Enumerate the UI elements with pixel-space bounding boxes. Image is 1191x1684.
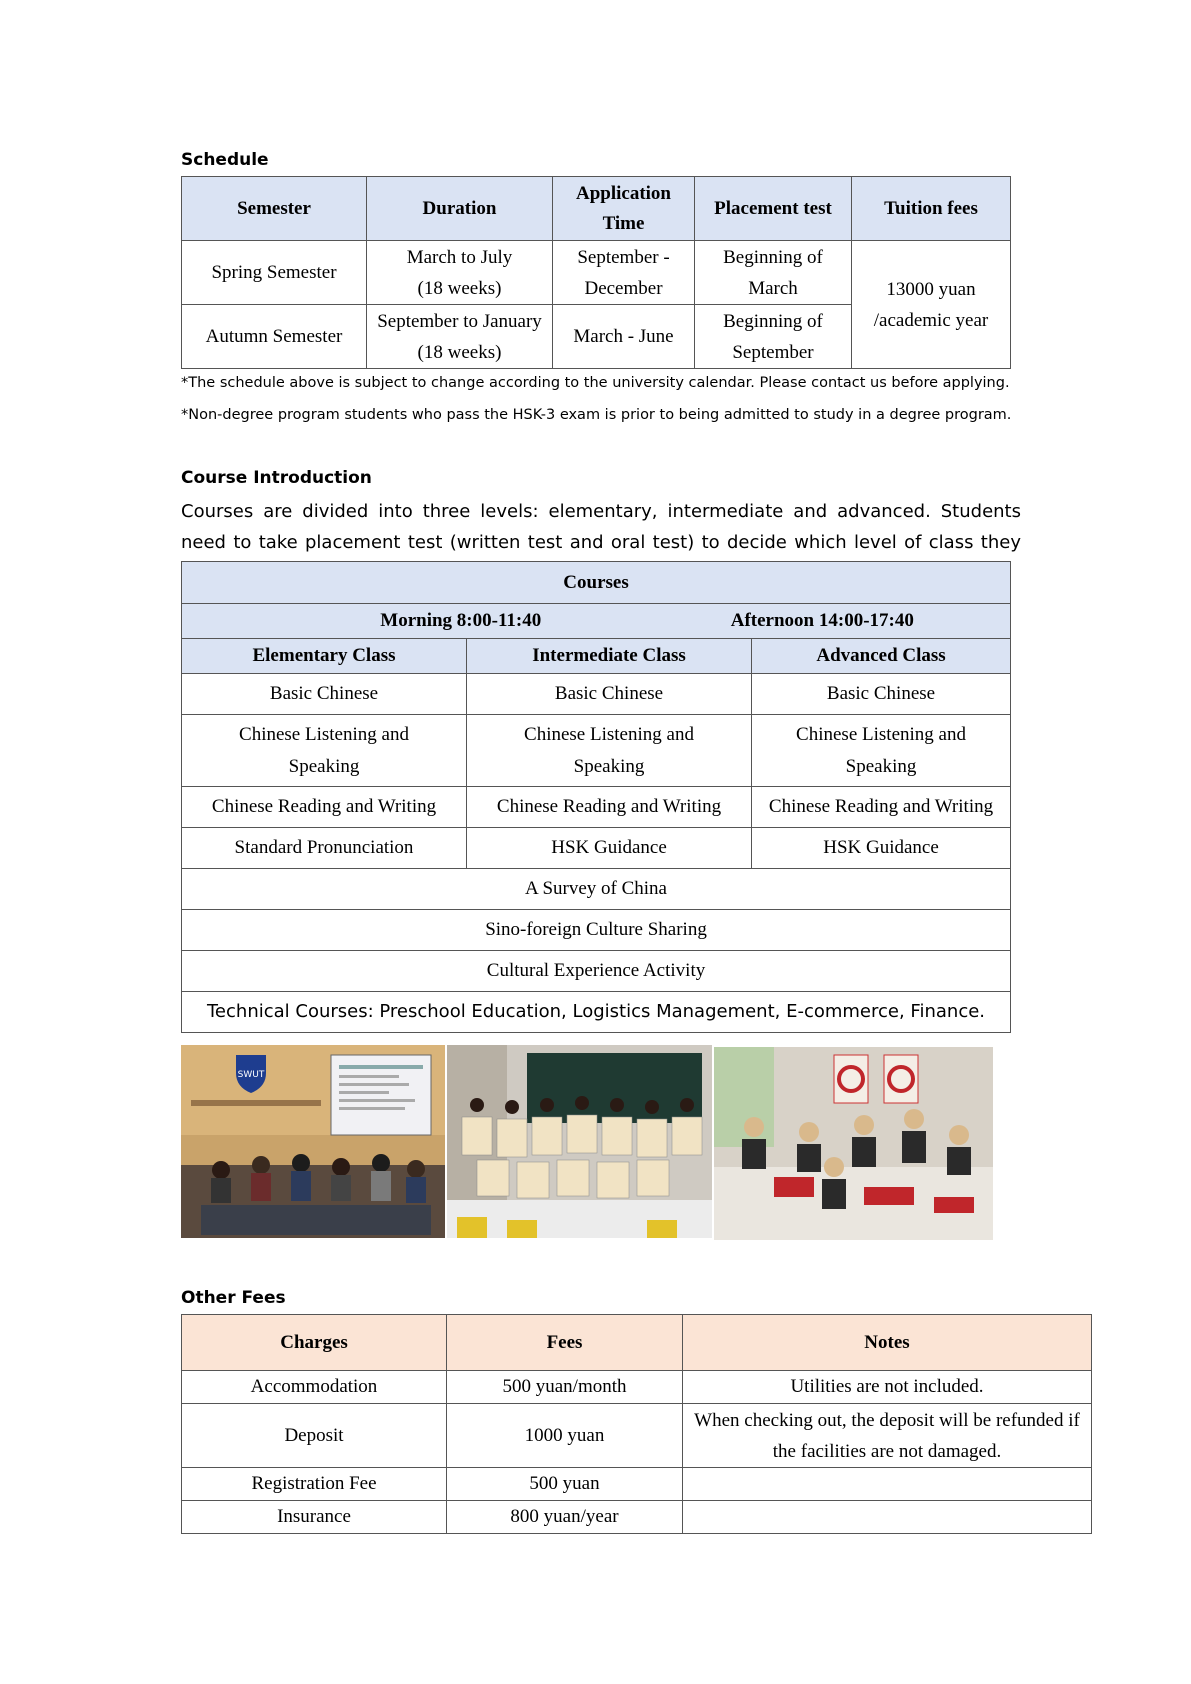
fee-note: Utilities are not included. <box>683 1371 1092 1404</box>
fees-header-charges: Charges <box>182 1315 447 1371</box>
cell-placement: Beginning of September <box>695 305 852 369</box>
photo-papercut <box>714 1047 993 1240</box>
technical-courses: Technical Courses: Preschool Education, Logistics Management, E-commerce, Finance. <box>182 992 1011 1033</box>
cell-application: March - June <box>553 305 695 369</box>
courses-title: Courses <box>182 562 1011 604</box>
fee-amount: 500 yuan <box>447 1468 683 1501</box>
morning-time: Morning 8:00-11:40 <box>380 610 542 631</box>
shared-course: Cultural Experience Activity <box>182 951 1011 992</box>
table-row <box>182 1468 1092 1501</box>
fee-note: When checking out, the deposit will be refunded if the facilities are not damaged. <box>683 1404 1092 1468</box>
course-cell: Basic Chinese <box>752 674 1011 715</box>
fee-charge: Insurance <box>182 1501 447 1534</box>
table-row <box>182 787 1011 828</box>
course-cell: Chinese Reading and Writing <box>182 787 467 828</box>
level-intermediate: Intermediate Class <box>467 639 752 674</box>
afternoon-time: Afternoon 14:00-17:40 <box>730 610 914 631</box>
fee-amount: 1000 yuan <box>447 1404 683 1468</box>
svg-text:SWUT: SWUT <box>237 1070 265 1080</box>
cell-tuition: 13000 yuan /academic year <box>852 241 1011 369</box>
table-row <box>182 1501 1092 1534</box>
fees-header-fees: Fees <box>447 1315 683 1371</box>
schedule-header-semester: Semester <box>182 177 367 241</box>
course-cell: HSK Guidance <box>752 828 1011 869</box>
table-row <box>182 715 1011 787</box>
fees-heading: Other Fees <box>181 1288 286 1308</box>
table-row <box>182 1371 1092 1404</box>
fee-note <box>683 1501 1092 1534</box>
table-row <box>182 828 1011 869</box>
cell-placement: Beginning of March <box>695 241 852 305</box>
table-row <box>182 951 1011 992</box>
fee-charge: Deposit <box>182 1404 447 1468</box>
table-row <box>182 241 1011 305</box>
fee-note <box>683 1468 1092 1501</box>
fee-amount: 800 yuan/year <box>447 1501 683 1534</box>
courses-times <box>182 604 1011 639</box>
courses-table <box>181 561 1011 1033</box>
course-cell: Chinese Listening and Speaking <box>467 715 752 787</box>
course-intro: Courses are divided into three levels: elementary, intermediate and advanced. Students need to take placement test (written test and oral test) to decide which level of class they <box>181 501 1021 553</box>
shared-course: A Survey of China <box>182 869 1011 910</box>
course-cell: HSK Guidance <box>467 828 752 869</box>
table-row <box>182 869 1011 910</box>
table-row <box>182 910 1011 951</box>
photo-calligraphy <box>447 1045 712 1238</box>
schedule-header-application: Application Time <box>553 177 695 241</box>
course-cell: Basic Chinese <box>182 674 467 715</box>
schedule-note-1: *The schedule above is subject to change according to the university calendar. Please contact us before applying. <box>181 375 1010 391</box>
cell-duration: September to January (18 weeks) <box>367 305 553 369</box>
fees-table <box>181 1314 1092 1534</box>
table-row <box>182 674 1011 715</box>
fee-amount: 500 yuan/month <box>447 1371 683 1404</box>
fee-charge: Accommodation <box>182 1371 447 1404</box>
schedule-header-tuition: Tuition fees <box>852 177 1011 241</box>
course-cell: Standard Pronunciation <box>182 828 467 869</box>
course-cell: Chinese Reading and Writing <box>752 787 1011 828</box>
course-cell: Basic Chinese <box>467 674 752 715</box>
cell-semester: Autumn Semester <box>182 305 367 369</box>
course-cell: Chinese Reading and Writing <box>467 787 752 828</box>
cell-application: September - December <box>553 241 695 305</box>
table-row <box>182 1404 1092 1468</box>
course-cell: Chinese Listening and Speaking <box>752 715 1011 787</box>
table-row <box>182 992 1011 1033</box>
cell-duration: March to July (18 weeks) <box>367 241 553 305</box>
level-advanced: Advanced Class <box>752 639 1011 674</box>
schedule-header-duration: Duration <box>367 177 553 241</box>
schedule-note-2: *Non-degree program students who pass the HSK-3 exam is prior to being admitted to study in a degree program. <box>181 407 1012 423</box>
course-cell: Chinese Listening and Speaking <box>182 715 467 787</box>
schedule-table <box>181 176 1011 369</box>
photo-classroom <box>181 1045 445 1238</box>
cell-semester: Spring Semester <box>182 241 367 305</box>
schedule-heading: Schedule <box>181 150 269 170</box>
fee-charge: Registration Fee <box>182 1468 447 1501</box>
shared-course: Sino-foreign Culture Sharing <box>182 910 1011 951</box>
level-elementary: Elementary Class <box>182 639 467 674</box>
schedule-header-placement: Placement test <box>695 177 852 241</box>
fees-header-notes: Notes <box>683 1315 1092 1371</box>
course-heading: Course Introduction <box>181 468 372 488</box>
